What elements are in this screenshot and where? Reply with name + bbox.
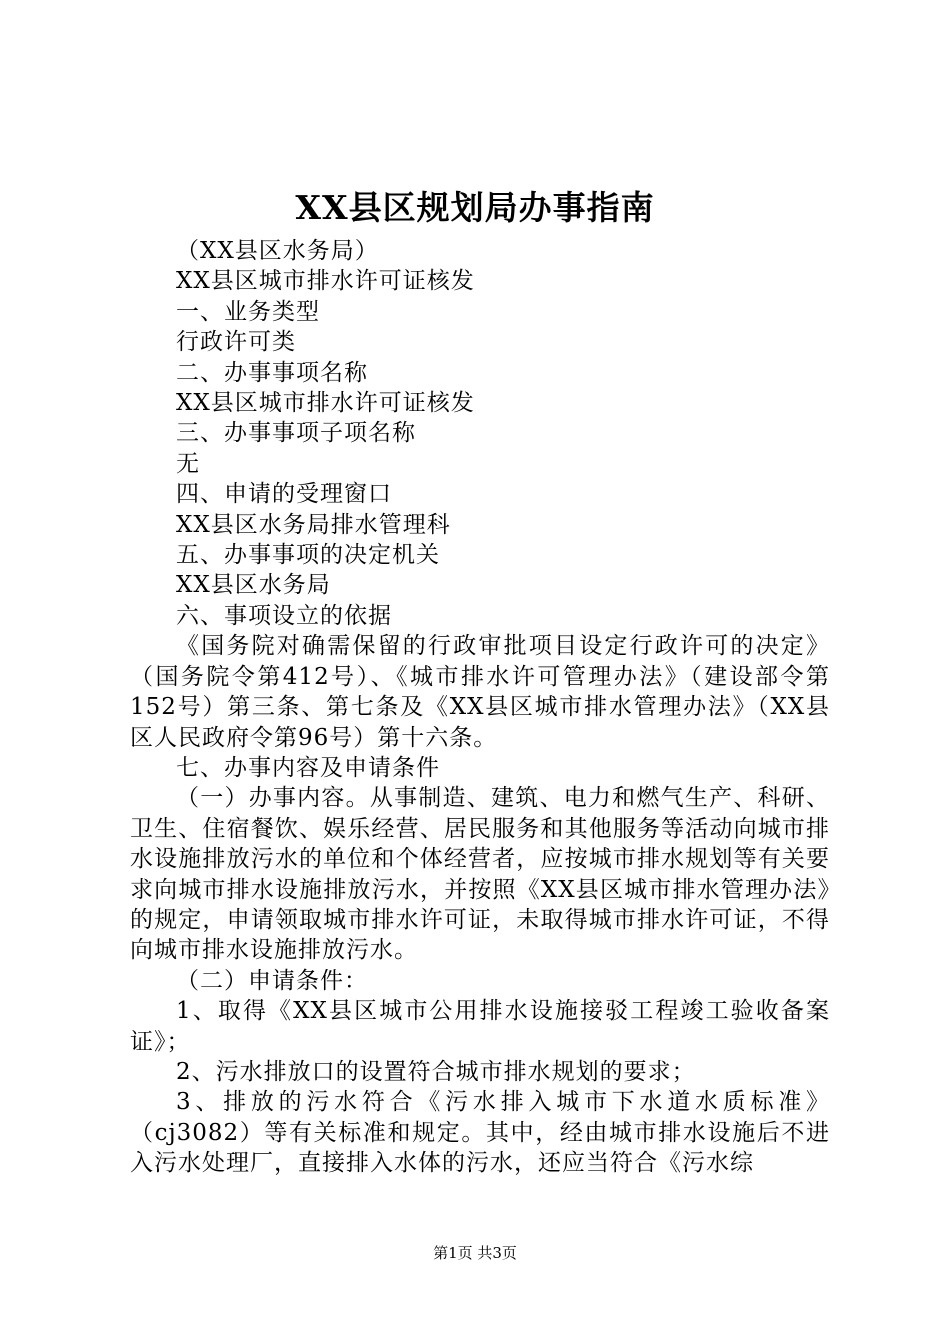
paragraph: 三、办事事项子项名称 [176,420,416,447]
paragraph: 行政许可类 [176,329,296,356]
paragraph: 3、排放的污水符合《污水排入城市下水道水质标准》（cj3082）等有关标准和规定。其中，经由城市排水设施后不进入污水处理厂，直接排入水体的污水，还应当符合《污水综 [130,1089,830,1177]
paragraph: 1、取得《XX县区城市公用排水设施接驳工程竣工验收备案证》； [130,998,830,1055]
paragraph: 《国务院对确需保留的行政审批项目设定行政许可的决定》（国务院令第412号）、《城市排水许可管理办法》（建设部令第152号）第三条、第七条及《XX县区城市排水管理办法》（XX县区人民政府令第96号）第十六条。 [130,633,830,751]
paragraph: XX县区城市排水许可证核发 [176,390,475,417]
paragraph: 2、污水排放口的设置符合城市排水规划的要求； [176,1058,696,1085]
paragraph: XX县区水务局排水管理科 [176,511,451,538]
page-footer: 第1页 共3页 [433,1244,517,1262]
paragraph: 四、申请的受理窗口 [176,481,392,508]
paragraph: 二、办事事项名称 [176,359,368,386]
paragraph: 七、办事内容及申请条件 [176,754,440,781]
document-title: XX县区规划局办事指南 [295,188,655,227]
paragraph: XX县区水务局 [176,572,331,599]
paragraph: 五、办事事项的决定机关 [176,542,440,569]
paragraph: （一）办事内容。从事制造、建筑、电力和燃气生产、科研、卫生、住宿餐饮、娱乐经营、居民服务和其他服务等活动向城市排水设施排放污水的单位和个体经营者，应按城市排水规划等有关要求向城市排水设施排放污水，并按照《XX县区城市排水管理办法》的规定，申请领取城市排水许可证，未取得城市排水许可证，不得向城市排水设施排放污水。 [130,785,830,964]
paragraph: 一、业务类型 [176,298,320,325]
paragraph: 六、事项设立的依据 [176,602,392,629]
paragraph: （XX县区水务局） [176,238,379,264]
document-body [130,236,830,1179]
paragraph: （二）申请条件： [176,967,368,994]
paragraph: XX县区城市排水许可证核发 [176,268,475,295]
paragraph: 无 [176,450,200,477]
